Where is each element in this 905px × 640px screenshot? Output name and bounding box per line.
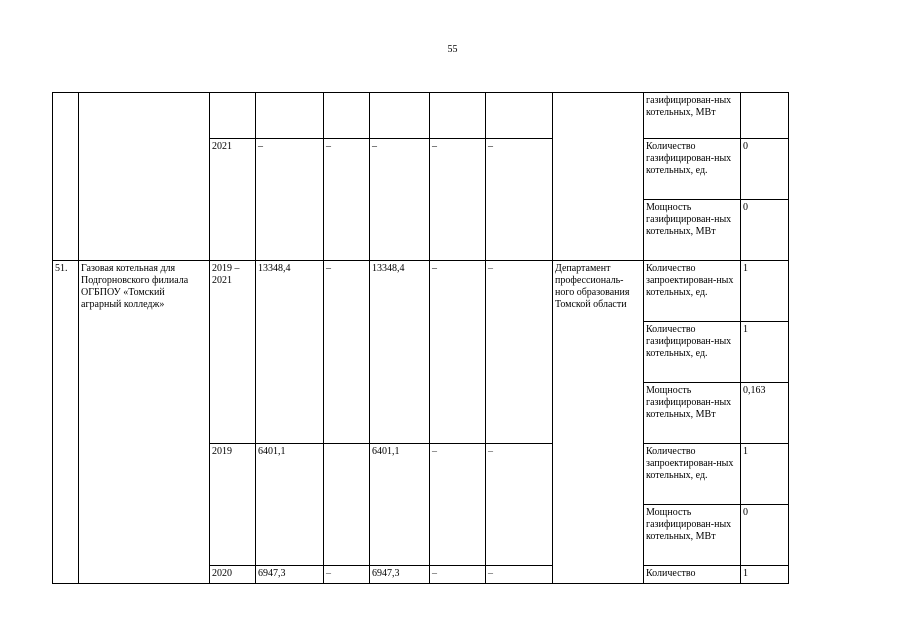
cell-year: 2019 – 2021 bbox=[210, 261, 256, 444]
cell-indicator-name: Количество запроектирован-ных котельных, ед. bbox=[644, 261, 741, 322]
cell-indicator-value: 1 bbox=[741, 566, 789, 584]
cell-year: 2019 bbox=[210, 444, 256, 566]
cell-v5 bbox=[486, 93, 553, 139]
cell-indicator-value: 1 bbox=[741, 261, 789, 322]
cell-indicator-name: Мощность газифицирован-ных котельных, МВт bbox=[644, 200, 741, 261]
cell-v2: – bbox=[324, 139, 370, 261]
cell-v4: – bbox=[430, 566, 486, 584]
table-row bbox=[53, 261, 789, 322]
cell-v1: 6947,3 bbox=[256, 566, 324, 584]
cell-v4: – bbox=[430, 139, 486, 261]
cell-v4: – bbox=[430, 444, 486, 566]
cell-indicator-name: Количество газифицирован-ных котельных, ед. bbox=[644, 322, 741, 383]
cell-executor bbox=[553, 93, 644, 261]
program-table bbox=[52, 92, 789, 584]
cell-indicator-name: Мощность газифицирован-ных котельных, МВт bbox=[644, 383, 741, 444]
cell-year: 2020 bbox=[210, 566, 256, 584]
cell-v2 bbox=[324, 444, 370, 566]
cell-v1: – bbox=[256, 139, 324, 261]
cell-indicator-name: Количество газифицирован-ных котельных, ед. bbox=[644, 139, 741, 200]
cell-indicator-value: 1 bbox=[741, 322, 789, 383]
cell-v3: 6947,3 bbox=[370, 566, 430, 584]
cell-indicator-value: 0,163 bbox=[741, 383, 789, 444]
cell-v3: 13348,4 bbox=[370, 261, 430, 444]
cell-executor: Департамент профессиональ-ного образования Томской области bbox=[553, 261, 644, 584]
cell-v1: 6401,1 bbox=[256, 444, 324, 566]
cell-indicator-value: 0 bbox=[741, 139, 789, 200]
cell-indicator-name: Количество запроектирован-ных котельных, ед. bbox=[644, 444, 741, 505]
cell-v3 bbox=[370, 93, 430, 139]
cell-v3: – bbox=[370, 139, 430, 261]
cell-v4: – bbox=[430, 261, 486, 444]
cell-v1: 13348,4 bbox=[256, 261, 324, 444]
cell-indicator-name: газифицирован-ных котельных, МВт bbox=[644, 93, 741, 139]
cell-v4 bbox=[430, 93, 486, 139]
cell-v5: – bbox=[486, 261, 553, 444]
cell-year: 2021 bbox=[210, 139, 256, 261]
cell-v5: – bbox=[486, 566, 553, 584]
cell-indicator-name: Мощность газифицирован-ных котельных, МВт bbox=[644, 505, 741, 566]
cell-indicator-value: 1 bbox=[741, 444, 789, 505]
cell-indicator-name: Количество bbox=[644, 566, 741, 584]
table-row bbox=[53, 93, 789, 139]
cell-v5: – bbox=[486, 139, 553, 261]
cell-indicator-value bbox=[741, 93, 789, 139]
cell-indicator-value: 0 bbox=[741, 200, 789, 261]
page-number: 55 bbox=[447, 44, 458, 55]
cell-name: Газовая котельная для Подгорновского филиала ОГБПОУ «Томский аграрный колледж» bbox=[79, 261, 210, 584]
cell-indicator-value: 0 bbox=[741, 505, 789, 566]
cell-year bbox=[210, 93, 256, 139]
cell-num bbox=[53, 93, 79, 261]
cell-v1 bbox=[256, 93, 324, 139]
cell-v2 bbox=[324, 93, 370, 139]
cell-v2: – bbox=[324, 261, 370, 444]
cell-v5: – bbox=[486, 444, 553, 566]
cell-v2: – bbox=[324, 566, 370, 584]
cell-v3: 6401,1 bbox=[370, 444, 430, 566]
cell-num: 51. bbox=[53, 261, 79, 584]
cell-name bbox=[79, 93, 210, 261]
